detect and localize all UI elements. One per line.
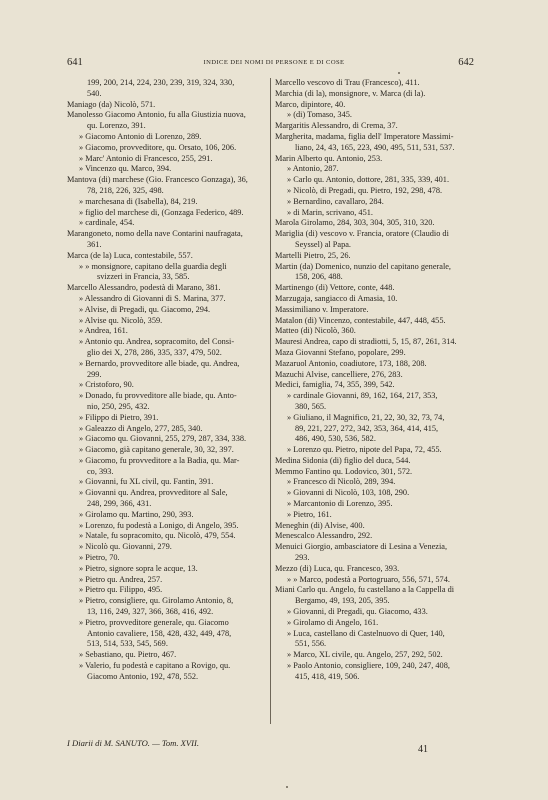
index-entry-line: » Bernardo, provveditore alle biade, qu. Andrea, xyxy=(79,358,240,368)
index-entry-line: » Alvise, di Pregadi, qu. Giacomo, 294. xyxy=(79,304,211,314)
index-entry-line: » Antonio, 287. xyxy=(287,164,339,174)
index-entry-line: 199, 200, 214, 224, 230, 239, 319, 324, 330, xyxy=(87,78,235,87)
index-entry-line: » Natale, fu sopracomito, qu. Nicolò, 479, 554. xyxy=(79,531,236,541)
index-entry-line: » Pietro, signore sopra le acque, 13. xyxy=(79,563,198,573)
index-entry-line: » Andrea, 161. xyxy=(79,326,128,336)
index-entry-line: » cardinale, 454. xyxy=(79,218,135,228)
index-entry-line: Margherita, madama, figlia dell' Imperatore Massimi- xyxy=(275,131,454,141)
index-entry-line: Matteo (di) Nicolò, 360. xyxy=(275,326,356,336)
foxing-spot xyxy=(286,786,288,788)
index-entry-line: » Luca, castellano di Castelnuovo di Quer, 140, xyxy=(287,628,445,638)
index-entry-line: Martelli Pietro, 25, 26. xyxy=(275,250,351,260)
index-entry-line: Matalon (di) Vincenzo, contestabile, 447, 448, 455. xyxy=(275,315,446,325)
index-entry-line: Marcello Alessandro, podestà di Marano, 381. xyxy=(67,283,221,293)
index-entry-line: » Giovanni, di Pregadi, qu. Giacomo, 433. xyxy=(287,607,428,617)
index-entry-line: Bergamo, 49, 193, 205, 395. xyxy=(295,596,390,606)
index-entry-line: » Pietro, consigliere, qu. Girolamo Antonio, 8, xyxy=(79,596,234,606)
index-entry-line: » Marc' Antonio di Francesco, 255, 291. xyxy=(79,153,213,163)
index-entry-line: » Pietro qu. Andrea, 257. xyxy=(79,574,163,584)
column-divider xyxy=(270,78,271,724)
index-entry-line: » Filippo di Pietro, 391. xyxy=(79,412,159,422)
index-entry-line: » Nicolò qu. Giovanni, 279. xyxy=(79,542,172,552)
index-entry-line: Giacomo Antonio, 192, 478, 552. xyxy=(87,671,199,681)
index-entry-line: Marola Girolamo, 284, 303, 304, 305, 310, 320. xyxy=(275,218,435,228)
index-entry-line: » Alessandro di Giovanni di S. Marina, 377. xyxy=(79,293,226,303)
index-entry-line: Seyssel) al Papa. xyxy=(295,239,351,249)
foxing-spot xyxy=(398,72,400,74)
index-entry-line: » Girolamo qu. Martino, 290, 393. xyxy=(79,509,194,519)
index-entry-line: » Pietro qu. Filippo, 495. xyxy=(79,585,163,595)
index-entry-line: » Lorenzo qu. Pietro, nipote del Papa, 72, 455. xyxy=(287,445,442,455)
index-entry-line: 299. xyxy=(87,369,102,379)
index-entry-line: 248, 299, 366, 431. xyxy=(87,499,152,509)
index-entry-line: » Donado, fu provveditore alle biade, qu. Anto- xyxy=(79,391,237,401)
index-entry-line: nio, 250, 295, 432. xyxy=(87,401,150,411)
index-entry-line: Maza Giovanni Stefano, popolare, 299. xyxy=(275,347,406,357)
index-entry-line: Menuici Giorgio, ambasciatore di Lesina a Venezia, xyxy=(275,542,448,552)
index-entry-line: Marin Alberto qu. Antonio, 253. xyxy=(275,153,383,163)
index-entry-line: » Alvise qu. Nicolò, 359. xyxy=(79,315,163,325)
index-entry-line: liano, 24, 43, 165, 223, 490, 495, 511, 531, 537. xyxy=(295,142,455,152)
index-entry-line: svizzeri in Francia, 33, 585. xyxy=(97,272,190,282)
signature-mark: 41 xyxy=(418,744,428,755)
index-entry-line: » Lorenzo, fu podestà a Lonigo, di Angelo, 395. xyxy=(79,520,239,530)
index-entry-line: Memmo Fantino qu. Lodovico, 301, 572. xyxy=(275,466,413,476)
index-entry-line: » Giacomo, provveditore, qu. Orsato, 106, 206. xyxy=(79,142,237,152)
index-entry-line: Margaritis Alessandro, di Crema, 37. xyxy=(275,121,398,131)
index-entry-line: » Giacomo, già capitano generale, 30, 32, 397. xyxy=(79,445,234,455)
index-column-left xyxy=(67,78,292,683)
index-entry-line: 540. xyxy=(87,88,102,98)
index-entry-line: 486, 490, 530, 536, 582. xyxy=(295,434,376,444)
index-entry-line: co, 393. xyxy=(87,466,114,476)
index-entry-line: Mauresi Andrea, capo di stradiotti, 5, 15, 87, 261, 314. xyxy=(275,337,457,347)
index-entry-line: Marchia (di la), monsignore, v. Marca (di la). xyxy=(275,88,426,98)
index-entry-line: » Giacomo Antonio di Lorenzo, 289. xyxy=(79,131,202,141)
index-entry-line: » Francesco di Nicolò, 289, 394. xyxy=(287,477,396,487)
index-entry-line: Mezzo (di) Luca, qu. Francesco, 393. xyxy=(275,563,400,573)
index-entry-line: Marzugaja, sangiacco di Amasia, 10. xyxy=(275,293,398,303)
index-entry-line: » Pietro, 70. xyxy=(79,553,120,563)
index-entry-line: Mazaruol Antonio, coadiutore, 173, 188, 208. xyxy=(275,358,427,368)
footer-title: I Diarii di M. SANUTO. — Tom. XVII. xyxy=(67,738,200,748)
index-entry-line: 551, 556. xyxy=(295,639,327,649)
index-entry-line: » Nicolò, di Pregadi, qu. Pietro, 192, 298, 478. xyxy=(287,185,443,195)
index-entry-line: » Giuliano, il Magnifico, 21, 22, 30, 32, 73, 74, xyxy=(287,412,445,422)
index-entry-line: » Marco, XL civile, qu. Angelo, 257, 292, 502. xyxy=(287,650,443,660)
index-entry-line: 361. xyxy=(87,239,102,249)
index-entry-line: Medina Sidonia (di) figlio del duca, 544. xyxy=(275,455,411,465)
running-title: INDICE DEI NOMI DI PERSONE E DI COSE xyxy=(203,59,345,66)
page-number-right: 642 xyxy=(458,57,474,68)
index-entry-line: Menescalco Alessandro, 292. xyxy=(275,531,373,541)
index-entry-line: » Paolo Antonio, consigliere, 109, 240, 247, 408, xyxy=(287,661,450,671)
index-entry-line: Antonio cavaliere, 158, 428, 432, 449, 478, xyxy=(87,628,232,638)
index-entry-line: Medici, famiglia, 74, 355, 399, 542. xyxy=(275,380,395,390)
index-entry-line: » Pietro, provveditore generale, qu. Giacomo xyxy=(79,617,229,627)
index-entry-line: 78, 218, 226, 325, 498. xyxy=(87,185,164,195)
index-entry-line: Marcello vescovo di Trau (Francesco), 411. xyxy=(275,78,420,87)
index-entry-line: » Sebastiano, qu. Pietro, 467. xyxy=(79,650,177,660)
index-entry-line: Martin (da) Domenico, nunzio del capitano generale, xyxy=(275,261,452,271)
index-entry-line: » Pietro, 161. xyxy=(287,509,332,519)
index-entry-line: Maniago (da) Nicolò, 571. xyxy=(67,99,156,109)
index-column-right xyxy=(275,78,497,683)
index-entry-line: » Antonio qu. Andrea, sopracomito, del Consi- xyxy=(79,337,235,347)
index-entry-line: » di Marin, scrivano, 451. xyxy=(287,207,373,217)
index-entry-line: Miani Carlo qu. Angelo, fu castellano a la Cappella di xyxy=(275,585,455,595)
index-entry-line: » Valerio, fu podestà e capitano a Rovigo, qu. xyxy=(79,661,231,671)
index-entry-line: » » Marco, podestà a Portogruaro, 556, 571, 574. xyxy=(287,574,450,584)
index-entry-line: Meneghin (di) Alvise, 400. xyxy=(275,520,365,530)
index-entry-line: Mariglia (di) vescovo v. Francia, oratore (Claudio di xyxy=(275,229,449,239)
index-entry-line: » cardinale Giovanni, 89, 162, 164, 217, 353, xyxy=(287,391,438,401)
index-entry-line: Mazuchi Alvise, cancelliere, 276, 283. xyxy=(275,369,403,379)
index-entry-line: 513, 514, 533, 545, 569. xyxy=(87,639,168,649)
index-entry-line: » (di) Tomaso, 345. xyxy=(287,110,352,120)
index-entry-line: » Marcantonio di Lorenzo, 395. xyxy=(287,499,393,509)
index-entry-line: » Vincenzo qu. Marco, 394. xyxy=(79,164,172,174)
index-entry-line: qu. Lorenzo, 391. xyxy=(87,121,146,131)
index-entry-line: 415, 418, 419, 506. xyxy=(295,671,360,681)
index-entry-line: Manolesso Giacomo Antonio, fu alla Giustizia nuova, xyxy=(67,110,246,120)
index-entry-line: » figlio del marchese di, (Gonzaga Federico, 489. xyxy=(79,207,244,217)
index-entry-line: 380, 565. xyxy=(295,401,327,411)
index-entry-line: » Galeazzo di Angelo, 277, 285, 340. xyxy=(79,423,203,433)
index-entry-line: » » monsignore, capitano della guardia degli xyxy=(79,261,227,271)
index-entry-line: » Bernardino, cavallaro, 284. xyxy=(287,196,384,206)
index-entry-line: Marangoneto, nomo della nave Contarini naufragata, xyxy=(67,229,243,239)
index-entry-line: » marchesana di (Isabella), 84, 219. xyxy=(79,196,198,206)
index-entry-line: » Giovanni, fu XL civil, qu. Fantin, 391. xyxy=(79,477,214,487)
index-entry-line: Martinengo (di) Vettore, conte, 448. xyxy=(275,283,395,293)
index-entry-line: Marca (de la) Luca, contestabile, 557. xyxy=(67,250,193,260)
index-entry-line: 293. xyxy=(295,553,310,563)
index-entry-line: 13, 116, 249, 327, 366, 368, 416, 492. xyxy=(87,607,214,617)
index-entry-line: Marco, dipintore, 40. xyxy=(275,99,346,109)
index-entry-line: » Carlo qu. Antonio, dottore, 281, 335, 339, 401. xyxy=(287,175,450,185)
index-entry-line: » Giacomo, fu provveditore a la Badia, qu. Mar- xyxy=(79,455,240,465)
index-entry-line: » Giovanni qu. Andrea, provveditore al Sale, xyxy=(79,488,228,498)
index-entry-line: 89, 221, 227, 272, 342, 353, 364, 414, 415, xyxy=(295,423,439,433)
index-entry-line: » Giacomo qu. Giovanni, 255, 279, 287, 334, 338. xyxy=(79,434,247,444)
index-entry-line: » Girolamo di Angelo, 161. xyxy=(287,617,379,627)
page-number-left: 641 xyxy=(67,57,83,68)
index-entry-line: » Cristoforo, 90. xyxy=(79,380,134,390)
index-entry-line: » Giovanni di Nicolò, 103, 108, 290. xyxy=(287,488,410,498)
index-entry-line: Mantova (di) marchese (Gio. Francesco Gonzaga), 36, xyxy=(67,175,248,185)
index-entry-line: Massimiliano v. Imperatore. xyxy=(275,304,369,314)
index-entry-line: glio dei X, 278, 286, 335, 337, 479, 502. xyxy=(87,347,222,357)
index-entry-line: 158, 206, 488. xyxy=(295,272,343,282)
